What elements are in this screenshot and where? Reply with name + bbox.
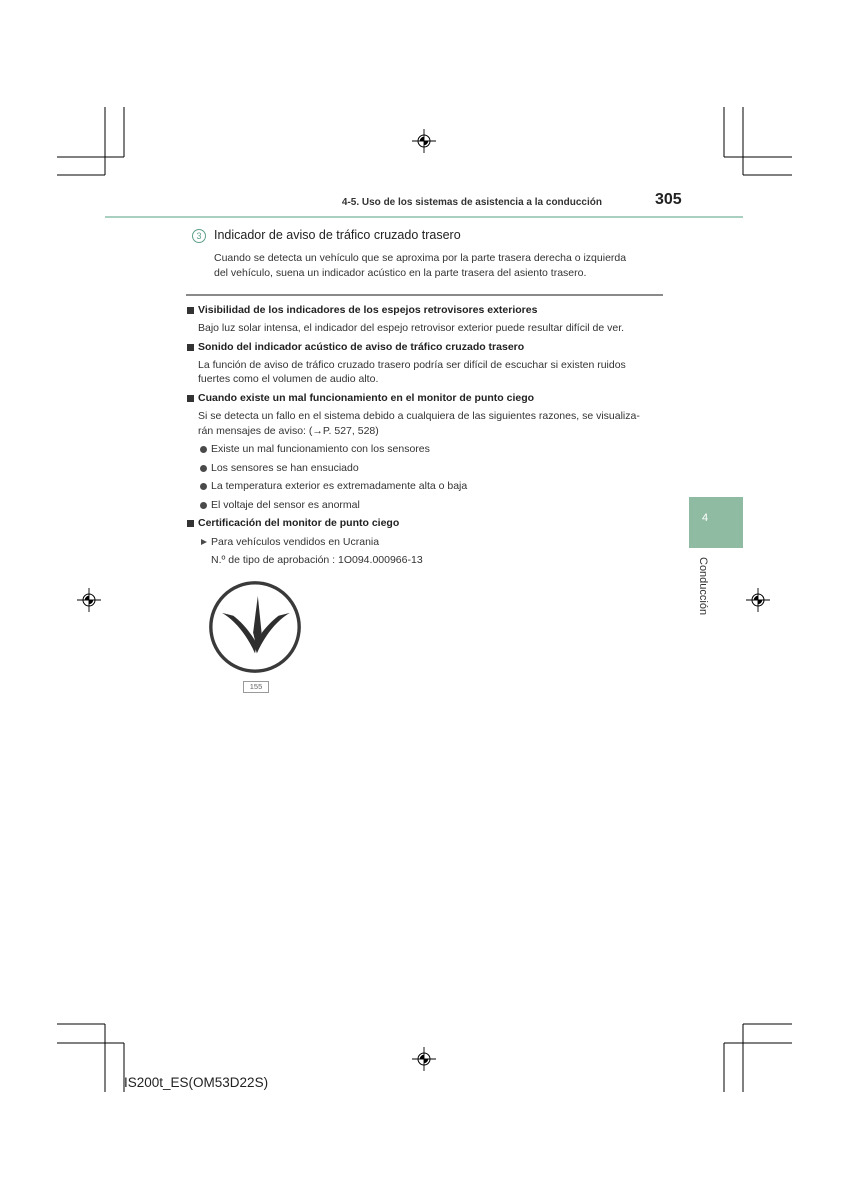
ukraine-certification-mark-icon: [208, 580, 302, 674]
registration-mark-top: [412, 129, 436, 153]
note-title: Cuando existe un mal funcionamiento en el monitor de punto ciego: [198, 392, 535, 404]
crop-mark-top-right: [724, 107, 792, 175]
item-body-line: del vehículo, suena un indicador acústico en la parte trasera del asiento trasero.: [214, 267, 587, 279]
crop-mark-bottom-right: [724, 1024, 792, 1092]
section-header: 4-5. Uso de los sistemas de asistencia a la conducción: [341, 197, 602, 208]
square-bullet-icon: [187, 344, 194, 351]
note-title: Sonido del indicador acústico de aviso de tráfico cruzado trasero: [198, 341, 525, 353]
square-bullet-icon: [187, 520, 194, 527]
chapter-number: 4: [701, 512, 709, 524]
approval-number: N.º de tipo de aprobación : 1O094.000966-13: [211, 554, 423, 566]
list-item: Existe un mal funcionamiento con los sensores: [211, 443, 430, 455]
note-title: Certificación del monitor de punto ciego: [198, 517, 400, 529]
note-body-line: fuertes como el volumen de audio alto.: [198, 373, 379, 385]
registration-mark-right: [746, 588, 770, 612]
list-item: El voltaje del sensor es anormal: [211, 499, 360, 511]
round-bullet-icon: [200, 483, 207, 490]
registration-mark-bottom: [412, 1047, 436, 1071]
header-rule: [105, 216, 743, 218]
chapter-title: Conducción: [697, 557, 709, 616]
note-body-line: Si se detecta un fallo en el sistema debido a cualquiera de las siguientes razones, se visualiza-: [198, 410, 640, 422]
certification-code: 155: [243, 681, 269, 693]
note-body-line: La función de aviso de tráfico cruzado trasero podría ser difícil de escuchar si existen ruidos: [198, 359, 626, 371]
document-code: IS200t_ES(OM53D22S): [124, 1075, 269, 1090]
note-title: Visibilidad de los indicadores de los espejos retrovisores exteriores: [198, 304, 538, 316]
crop-mark-top-left: [57, 107, 124, 175]
round-bullet-icon: [200, 446, 207, 453]
item-number-circle: 3: [192, 229, 206, 243]
note-body-line: rán mensajes de aviso: (→P. 527, 528): [198, 425, 379, 437]
round-bullet-icon: [200, 502, 207, 509]
chapter-tab: [689, 497, 743, 548]
square-bullet-icon: [187, 307, 194, 314]
round-bullet-icon: [200, 465, 207, 472]
square-bullet-icon: [187, 395, 194, 402]
sub-item: Para vehículos vendidos en Ucrania: [211, 536, 380, 548]
list-item: La temperatura exterior es extremadamente alta o baja: [211, 480, 468, 492]
item-title: Indicador de aviso de tráfico cruzado trasero: [214, 228, 461, 242]
page-number: 305: [655, 191, 682, 208]
list-item: Los sensores se han ensuciado: [211, 462, 359, 474]
triangle-bullet-icon: [201, 539, 207, 545]
registration-mark-left: [77, 588, 101, 612]
crop-mark-bottom-left: [57, 1024, 124, 1092]
note-body-line: Bajo luz solar intensa, el indicador del espejo retrovisor exterior puede resultar difícil de ver.: [198, 322, 625, 334]
notes-divider: [186, 294, 663, 296]
item-body-line: Cuando se detecta un vehículo que se aproxima por la parte trasera derecha o izquierda: [214, 252, 627, 264]
